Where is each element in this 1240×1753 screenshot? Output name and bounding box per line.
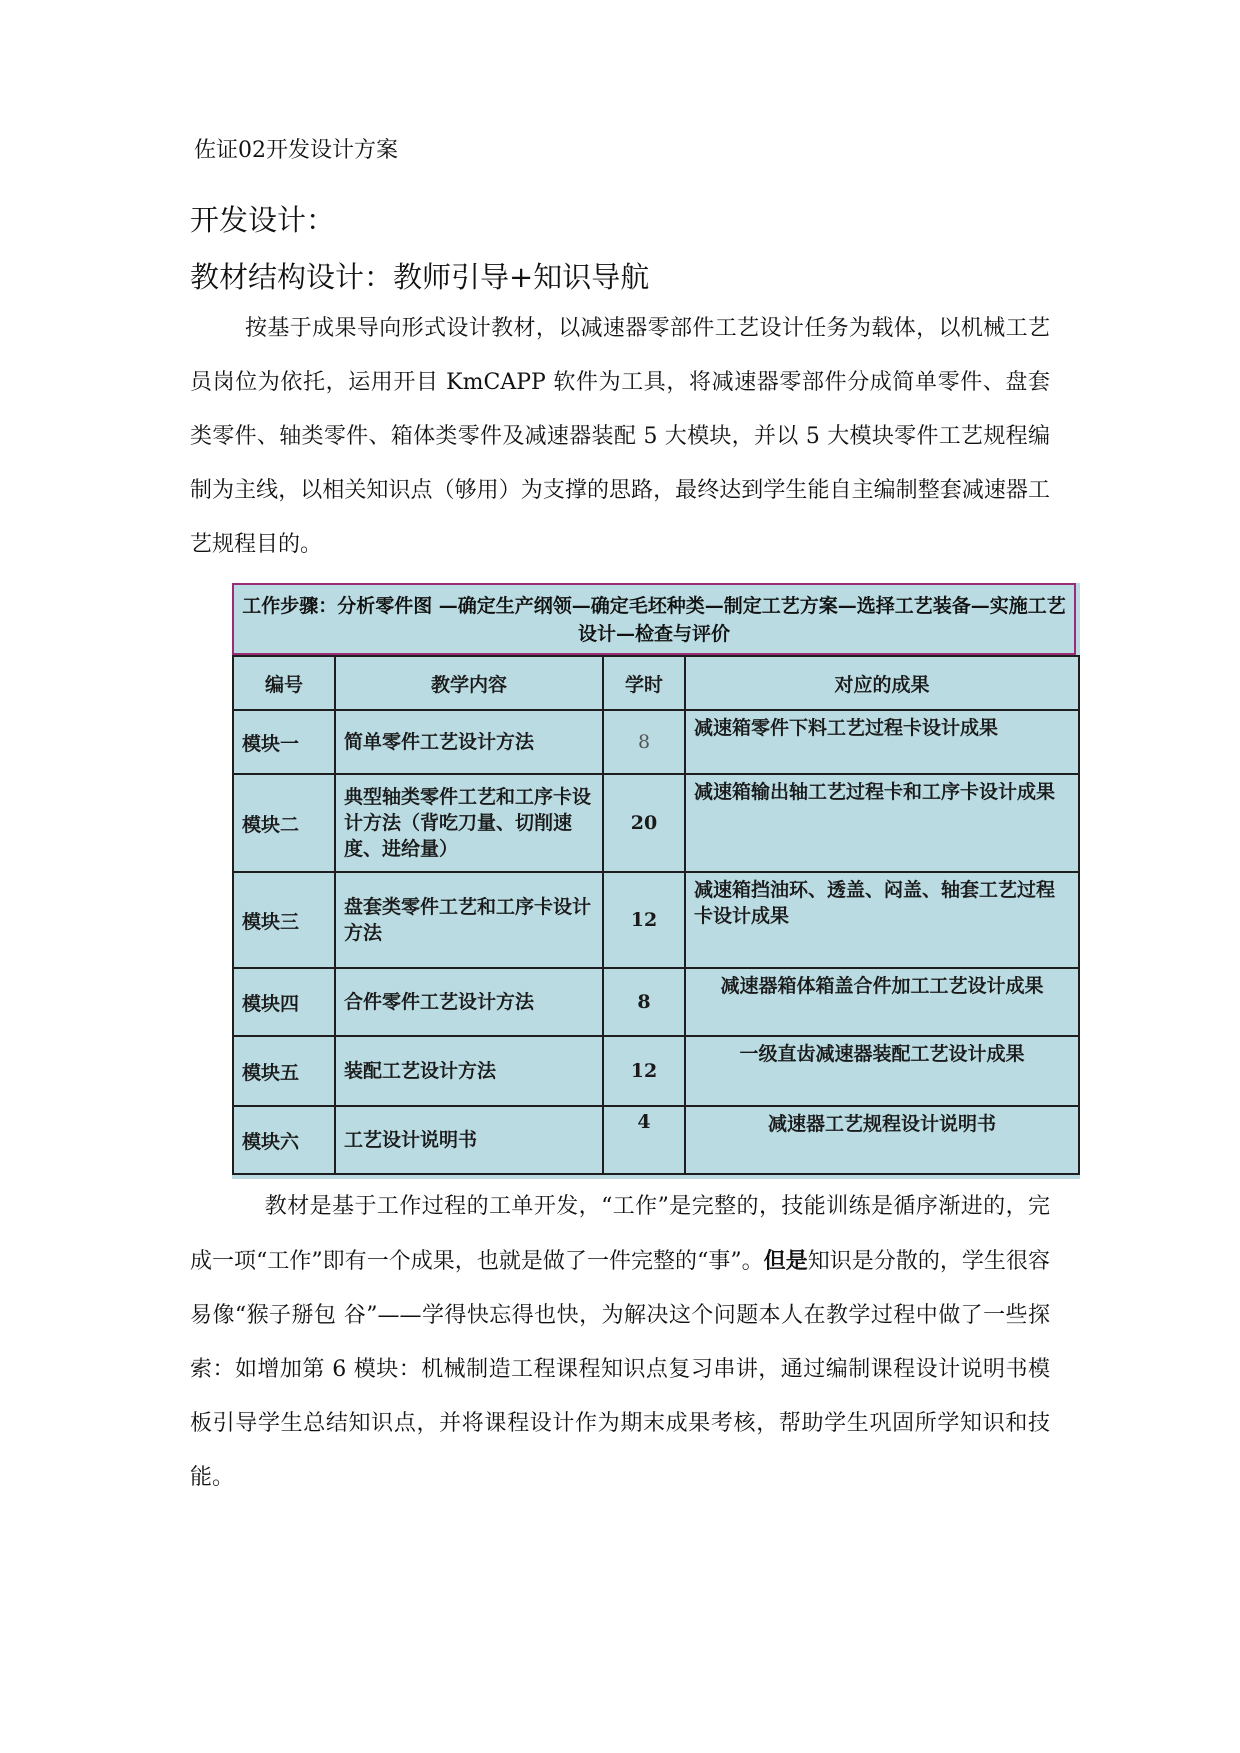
module-hours: 4 xyxy=(603,1106,685,1174)
table-row xyxy=(233,968,1079,1036)
module-result: 减速器工艺规程设计说明书 xyxy=(685,1106,1079,1174)
document-label: 佐证02开发设计方案 xyxy=(194,138,398,163)
section-heading: 开发设计： xyxy=(190,203,336,237)
module-hours: 20 xyxy=(603,774,685,872)
header-content: 教学内容 xyxy=(335,656,603,710)
module-id: 模块六 xyxy=(233,1106,335,1174)
table-header-row xyxy=(233,656,1079,710)
subsection-heading: 教材结构设计：教师引导+知识导航 xyxy=(190,260,650,294)
table-row xyxy=(233,1036,1079,1106)
module-result: 减速器箱体箱盖合件加工工艺设计成果 xyxy=(685,968,1079,1036)
module-content: 装配工艺设计方法 xyxy=(335,1036,603,1106)
module-table xyxy=(232,655,1080,1175)
module-content: 简单零件工艺设计方法 xyxy=(335,710,603,774)
module-hours: 8 xyxy=(603,710,685,774)
module-id: 模块五 xyxy=(233,1036,335,1106)
module-id: 模块三 xyxy=(233,872,335,968)
header-result: 对应的成果 xyxy=(685,656,1079,710)
table-row xyxy=(233,872,1079,968)
closing-paragraph xyxy=(190,1180,1050,1505)
module-id: 模块二 xyxy=(233,774,335,872)
table-row xyxy=(233,1106,1079,1174)
module-result: 一级直齿减速器装配工艺设计成果 xyxy=(685,1036,1079,1106)
closing-text-part1: 教材是基于工作过程的工单开发，“工作”是完整的，技能训练是循序渐进的，完成一项“工作”即有一个成果，也就是做了一件完整的“事”。 xyxy=(190,1194,1050,1274)
module-id: 模块四 xyxy=(233,968,335,1036)
module-hours: 12 xyxy=(603,1036,685,1106)
table-row xyxy=(233,774,1079,872)
module-content: 盘套类零件工艺和工序卡设计方法 xyxy=(335,872,603,968)
module-hours: 12 xyxy=(603,872,685,968)
header-hours: 学时 xyxy=(603,656,685,710)
closing-text-part2: 知识是分散的，学生很容易像“猴子掰包 谷”——学得快忘得也快，为解决这个问题本人在教学过程中做了一些探索：如增加第 6 模块：机械制造工程课程知识点复习串讲，通过编制课程设计说明书模板引导学生总结知识点，并将课程设计作为期末成果考核，帮助学生巩固所学知识和技能。 xyxy=(190,1249,1050,1490)
module-result: 减速箱挡油环、透盖、闷盖、轴套工艺过程卡设计成果 xyxy=(685,872,1079,968)
module-hours: 8 xyxy=(603,968,685,1036)
module-content: 工艺设计说明书 xyxy=(335,1106,603,1174)
header-id: 编号 xyxy=(233,656,335,710)
module-content: 合件零件工艺设计方法 xyxy=(335,968,603,1036)
table-row xyxy=(233,710,1079,774)
work-steps-banner: 工作步骤：分析零件图 —确定生产纲领—确定毛坯种类—制定工艺方案—选择工艺装备—实施工艺设计—检查与评价 xyxy=(232,583,1076,655)
module-result: 减速箱输出轴工艺过程卡和工序卡设计成果 xyxy=(685,774,1079,872)
intro-paragraph: 按基于成果导向形式设计教材，以减速器零部件工艺设计任务为载体，以机械工艺员岗位为依托，运用开目 KmCAPP 软件为工具，将减速器零部件分成简单零件、盘套类零件、轴类零件、箱体类零件及减速器装配 5 大模块，并以 5 大模块零件工艺规程编制为主线，以相关知识点（够用）为支撑的思路，最终达到学生能自主编制整套减速器工艺规程目的。 xyxy=(190,316,1050,557)
module-content: 典型轴类零件工艺和工序卡设计方法（背吃刀量、切削速度、进给量） xyxy=(335,774,603,872)
module-id: 模块一 xyxy=(233,710,335,774)
module-result: 减速箱零件下料工艺过程卡设计成果 xyxy=(685,710,1079,774)
closing-emphasis: 但是 xyxy=(763,1248,808,1274)
